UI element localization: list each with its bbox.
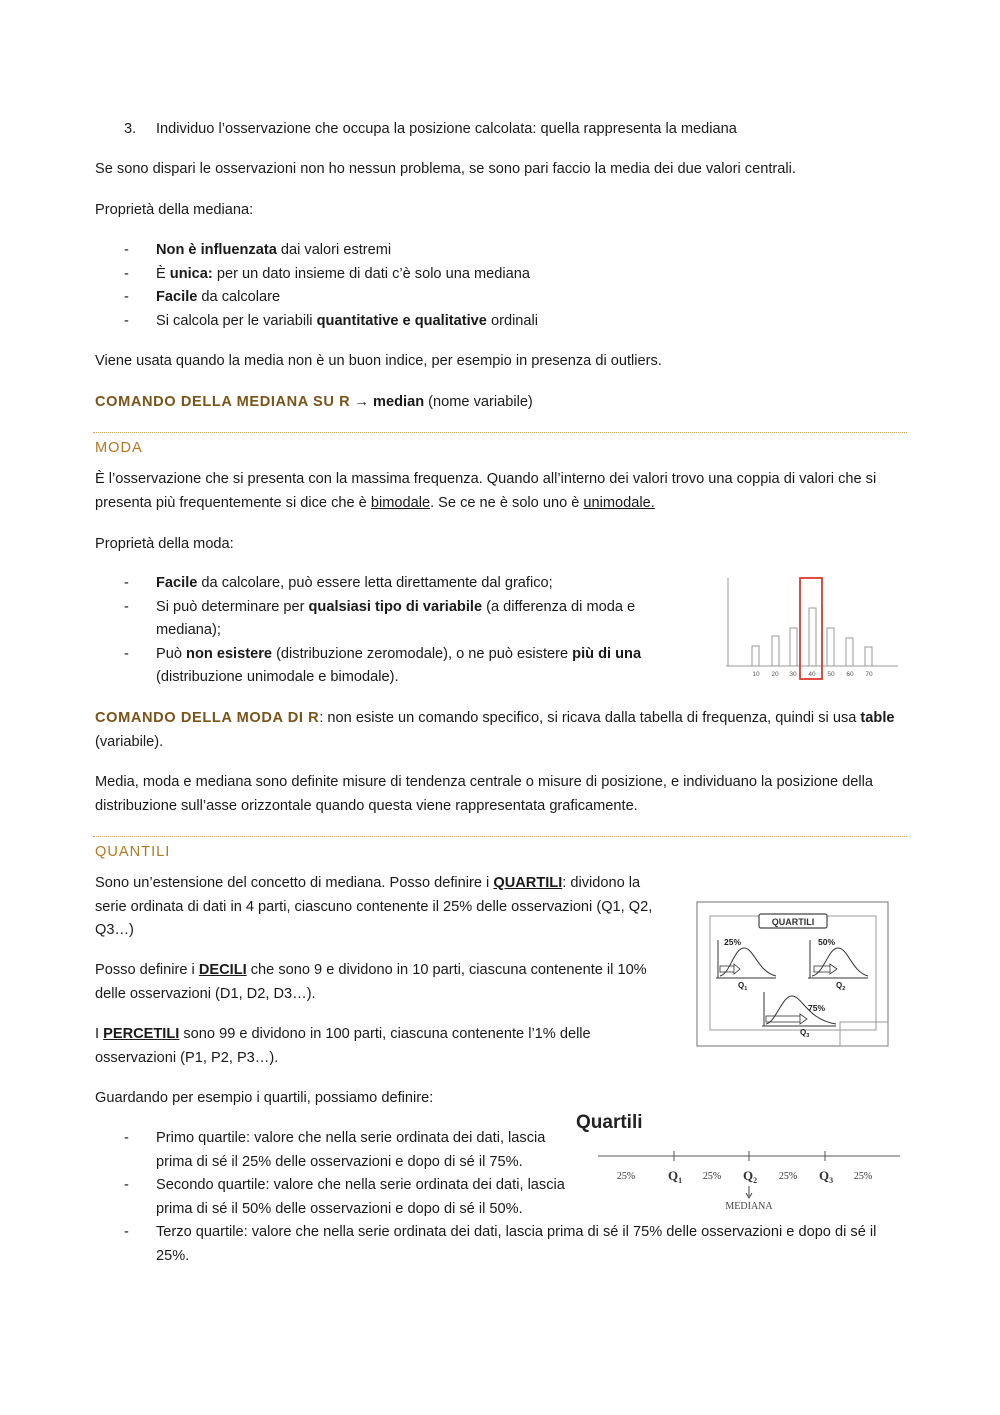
dash-bullet: - — [124, 1130, 129, 1146]
underlined-term: unimodale. — [583, 494, 655, 511]
paragraph-outliers: Viene usata quando la media non è un buon indice, per esempio in presenza di outliers. — [95, 353, 662, 369]
percent-label: 50% — [818, 937, 836, 947]
cmd-median-rest: (nome variabile) — [424, 394, 533, 410]
text: : non esiste un comando specifico, si ricava dalla tabella di frequenza, quindi si usa — [319, 710, 861, 726]
term-percetili: PERCETILI — [103, 1026, 180, 1042]
quartile-label: $Q_3$ — [819, 1168, 834, 1185]
list-item — [95, 1221, 906, 1268]
item-text: (distribuzione unimodale e bimodale). — [156, 669, 399, 685]
quartile-label: $Q_2$ — [743, 1168, 758, 1185]
median-props-title: Proprietà della mediana: — [95, 202, 254, 218]
list-item — [95, 1174, 586, 1221]
histogram-bar — [809, 608, 816, 666]
paragraph-quartili — [95, 872, 670, 943]
arrow-icon: → — [350, 394, 374, 410]
segment-label: 25% — [702, 1171, 722, 1182]
bold-text: non esistere — [186, 645, 273, 662]
quartile-label: $Q_3$ — [800, 1028, 810, 1039]
text: : dividono la serie ordinata di dati in 4 parti, ciascuno contenente il 25% delle osservazioni (Q1, Q2, Q3…) — [95, 875, 653, 938]
tick-label: 10 — [752, 671, 760, 678]
section-divider — [93, 432, 907, 433]
quartili-list — [95, 1127, 906, 1268]
histogram-bar — [752, 646, 759, 666]
cmd-moda-line — [95, 707, 905, 754]
list-item — [95, 572, 665, 596]
underlined-term: bimodale — [370, 494, 431, 511]
bold-text: qualsiasi tipo di variabile — [308, 598, 483, 615]
bold-text: Facile — [156, 289, 198, 305]
item-text: Primo quartile: valore che nella serie ordinata dei dati, lascia prima di sé il 25% delle osservazioni e dopo di sé il 75%. — [156, 1130, 546, 1170]
section-title-quantili: QUANTILI — [95, 844, 171, 860]
cmd-moda-label: COMANDO DELLA MODA DI R — [95, 710, 320, 726]
section-title-moda: MODA — [95, 440, 143, 456]
text: che sono 9 e dividono in 10 parti, ciascuna contenente il 10% delle osservazioni (D1, D2, D3…). — [95, 962, 647, 1002]
tick-label: 40 — [808, 671, 816, 678]
bold-text: più di una — [572, 645, 642, 662]
list-item — [95, 643, 665, 690]
text: È l’osservazione che si presenta con la massima frequenza. Quando all’interno dei valori trovo una coppia di valori che si presenta più frequentemente si dice che è — [95, 471, 877, 511]
segment-label: 25% — [616, 1171, 636, 1182]
list-item — [95, 596, 665, 643]
segment-label: 25% — [853, 1171, 873, 1182]
mode-highlight-box — [800, 578, 822, 679]
item-text: da calcolare — [197, 289, 281, 305]
dash-bullet: - — [124, 1224, 129, 1240]
quartile-label: $Q_2$ — [836, 981, 846, 992]
mediana-label: MEDIANA — [725, 1201, 773, 1212]
dash-bullet: - — [124, 575, 129, 591]
item-text: dai valori estremi — [276, 242, 392, 258]
tick-label: 20 — [771, 671, 779, 678]
dash-bullet: - — [124, 289, 129, 305]
section-divider — [93, 836, 907, 837]
list-item — [95, 239, 538, 263]
tick-label: 50 — [827, 671, 835, 678]
histogram-bar — [827, 628, 834, 666]
bold-text: Facile — [156, 575, 198, 591]
quartile-label: $Q_1$ — [738, 981, 748, 992]
list-number: 3. — [124, 121, 137, 137]
histogram-bar — [790, 628, 797, 666]
histogram-bar — [846, 638, 853, 666]
quartile-label: $Q_1$ — [668, 1168, 683, 1185]
item-text: Si può determinare per — [156, 598, 309, 615]
mode-histogram-figure — [722, 574, 902, 682]
figure-title: Quartili — [576, 1112, 643, 1133]
moda-props-title: Proprietà della moda: — [95, 536, 234, 552]
item-text: È — [156, 265, 170, 282]
paragraph-decili — [95, 959, 670, 1006]
item-text: per un dato insieme di dati c’è solo una mediana — [212, 265, 530, 282]
paragraph-dispari: Se sono dispari le osservazioni non ho nessun problema, se sono pari faccio la media dei due valori centrali. — [95, 161, 796, 177]
bold-text: quantitative e qualitative — [316, 312, 487, 329]
cmd-moda-command: table — [860, 710, 895, 726]
tick-label: 60 — [846, 671, 854, 678]
item-text: ordinali — [486, 312, 539, 329]
item-text: Si calcola per le variabili — [156, 312, 317, 329]
term-decili: DECILI — [198, 962, 247, 978]
paragraph-percetili — [95, 1023, 670, 1070]
list-item — [95, 118, 737, 142]
text: I — [95, 1026, 104, 1042]
list-item-text: Individuo l’osservazione che occupa la posizione calcolata: quella rappresenta la mediana — [156, 121, 737, 137]
histogram-bar — [865, 647, 872, 666]
segment-label: 25% — [778, 1171, 798, 1182]
dash-bullet: - — [124, 242, 129, 258]
text: (variabile). — [95, 733, 164, 750]
tick-label: 30 — [789, 671, 797, 678]
cmd-median-command: median — [373, 394, 425, 410]
paragraph-quartili-intro: Guardando per esempio i quartili, possiamo definire: — [95, 1090, 434, 1106]
term-quartili: QUARTILI — [493, 875, 563, 891]
item-text: (a differenza di moda e mediana); — [156, 598, 636, 638]
list-item — [95, 1127, 556, 1174]
item-text: Secondo quartile: valore che nella serie ordinata dei dati, lascia prima di sé il 50% delle osservazioni e dopo di sé il 50%. — [156, 1177, 565, 1217]
moda-props-list — [95, 572, 665, 690]
dash-bullet: - — [124, 312, 129, 329]
median-props-list — [95, 239, 538, 333]
cmd-median-label: COMANDO DELLA MEDIANA SU R — [95, 394, 351, 410]
percent-label: 25% — [724, 937, 742, 947]
histogram-bar — [772, 636, 779, 666]
bold-text: Non è influenzata — [156, 242, 277, 258]
list-item — [95, 286, 538, 310]
text: . Se ce ne è solo uno è — [430, 494, 584, 511]
bold-text: unica: — [169, 265, 213, 282]
paragraph-tendenza: Media, moda e mediana sono definite misure di tendenza centrale o misure di posizione, e individuano la posizione della distribuzione sull’asse orizzontale quando questa viene rappresentata graficamente. — [95, 774, 873, 814]
tick-label: 70 — [865, 671, 873, 678]
text: Posso definire i — [95, 962, 199, 978]
item-text: (distribuzione zeromodale), o ne può esistere — [272, 645, 573, 662]
dash-bullet: - — [124, 645, 129, 662]
numbered-list — [95, 118, 737, 142]
dash-bullet: - — [124, 598, 129, 615]
dash-bullet: - — [124, 265, 129, 282]
item-text: Terzo quartile: valore che nella serie ordinata dei dati, lascia prima di sé il 75% delle osservazioni e dopo di sé il 25%. — [156, 1224, 877, 1264]
dash-bullet: - — [124, 1177, 129, 1193]
figure-title: QUARTILI — [771, 917, 815, 927]
quartili-box-figure — [696, 900, 890, 1048]
percent-label: 75% — [808, 1003, 826, 1013]
text: sono 99 e dividono in 100 parti, ciascuna contenente l’1% delle osservazioni (P1, P2, P3…). — [95, 1026, 591, 1066]
text: Sono un’estensione del concetto di mediana. Posso definire i — [95, 875, 494, 891]
list-item — [95, 263, 538, 287]
item-text: Può — [156, 645, 187, 662]
cmd-median-line — [95, 391, 905, 415]
paragraph-moda-def — [95, 468, 905, 515]
list-item — [95, 310, 538, 334]
item-text: da calcolare, può essere letta direttamente dal grafico; — [197, 575, 553, 591]
